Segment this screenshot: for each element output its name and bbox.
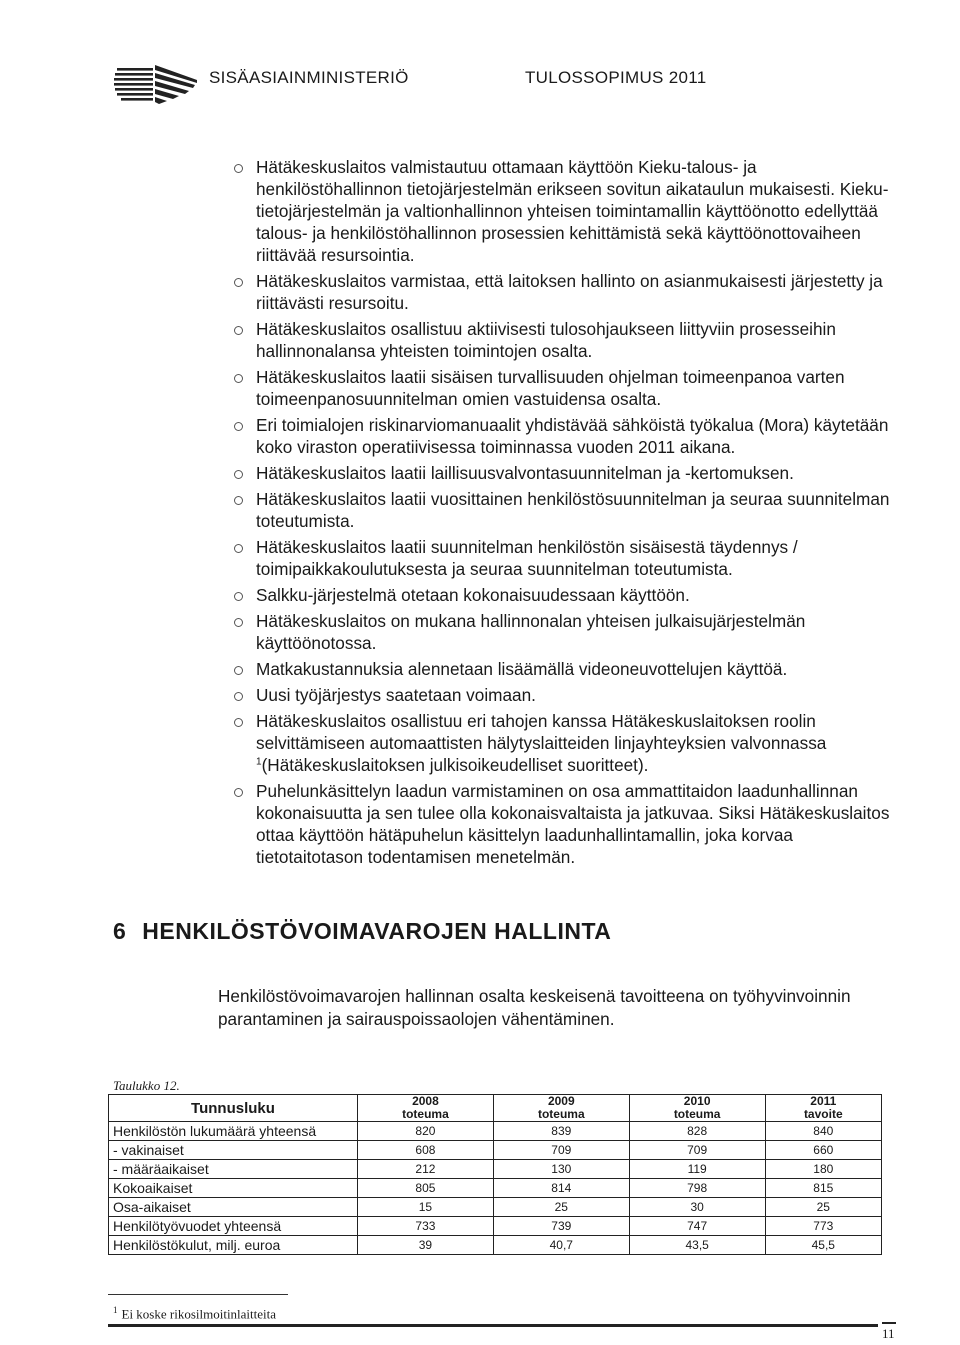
list-item: Hätäkeskuslaitos laatii sisäisen turvallisuuden ohjelman toimeenpanoa varten toimeenpanosuunnitelman omien vastuidensa osalta. xyxy=(234,366,904,410)
bullet-icon xyxy=(234,496,243,505)
column-header: 2009 toteuma xyxy=(493,1095,629,1122)
bullet-icon xyxy=(234,164,243,173)
list-item: Hätäkeskuslaitos laatii laillisuusvalvontasuunnitelman ja -kertomuksen. xyxy=(234,462,904,484)
table-cell: 839 xyxy=(493,1122,629,1141)
footnote-reference[interactable]: 1 xyxy=(256,756,262,768)
bullet-icon xyxy=(234,374,243,383)
list-item: Hätäkeskuslaitos on mukana hallinnonalan yhteisen julkaisujärjestelmän käyttöönotossa. xyxy=(234,610,904,654)
table-cell: 43,5 xyxy=(629,1236,765,1255)
footnote-divider xyxy=(108,1294,288,1295)
list-item: Hätäkeskuslaitos valmistautuu ottamaan käyttöön Kieku-talous- ja henkilöstöhallinnon tietojärjestelmän erikseen sovitun aikataulun mukaisesti. Kieku-tietojärjestelmän ja valtionhallinnon yhteisen toimintamallin käyttöönotto edellyttää talous- ja henkilöstöhallinnon prosessien kehittämistä sekä käyttöönottovaiheen riittävää resursointia. xyxy=(234,156,904,266)
bullet-icon xyxy=(234,326,243,335)
table-row xyxy=(109,1217,882,1236)
page-bottom-divider xyxy=(108,1324,878,1327)
list-item: Matkakustannuksia alennetaan lisäämällä videoneuvottelujen käyttöä. xyxy=(234,658,904,680)
table-cell: 798 xyxy=(629,1179,765,1198)
bullet-icon xyxy=(234,692,243,701)
table-cell: 739 xyxy=(493,1217,629,1236)
table-cell: 212 xyxy=(358,1160,494,1179)
table-row xyxy=(109,1160,882,1179)
table-cell: 25 xyxy=(493,1198,629,1217)
table-cell: 45,5 xyxy=(765,1236,881,1255)
table-cell: 814 xyxy=(493,1179,629,1198)
table-cell: 15 xyxy=(358,1198,494,1217)
column-header: 2010 toteuma xyxy=(629,1095,765,1122)
page-header xyxy=(113,56,893,106)
list-item: Hätäkeskuslaitos laatii vuosittainen henkilöstösuunnitelman ja seuraa suunnitelman toteutumista. xyxy=(234,488,904,532)
footnote-mark: 1 xyxy=(113,1305,118,1315)
document-title: TULOSSOPIMUS 2011 xyxy=(525,68,707,87)
table-caption: Taulukko 12. xyxy=(113,1078,180,1093)
table-cell: 709 xyxy=(629,1141,765,1160)
bullet-icon xyxy=(234,618,243,627)
list-item: Uusi työjärjestys saatetaan voimaan. xyxy=(234,684,904,706)
table-cell: 25 xyxy=(765,1198,881,1217)
table-cell: 709 xyxy=(493,1141,629,1160)
table-cell: 773 xyxy=(765,1217,881,1236)
row-label: Henkilöstön lukumäärä yhteensä xyxy=(109,1122,358,1141)
section-number: 6 xyxy=(113,918,127,944)
row-label: Henkilötyövuodet yhteensä xyxy=(109,1217,358,1236)
row-label: - vakinaiset xyxy=(109,1141,358,1160)
list-item: Salkku-järjestelmä otetaan kokonaisuudessaan käyttöön. xyxy=(234,584,904,606)
bullet-icon xyxy=(234,422,243,431)
row-label: Osa-aikaiset xyxy=(109,1198,358,1217)
row-label: Kokoaikaiset xyxy=(109,1179,358,1198)
column-header-label: Tunnusluku xyxy=(109,1095,358,1122)
section-heading xyxy=(113,918,611,945)
bullet-icon xyxy=(234,788,243,797)
table-cell: 608 xyxy=(358,1141,494,1160)
table-row xyxy=(109,1122,882,1141)
task-list xyxy=(234,156,904,872)
table-cell: 820 xyxy=(358,1122,494,1141)
table-row xyxy=(109,1141,882,1160)
page-number: 11 xyxy=(882,1326,895,1341)
footnote xyxy=(113,1305,276,1322)
list-item: Hätäkeskuslaitos osallistuu eri tahojen kanssa Hätäkeskuslaitoksen roolin selvittämiseen automaattisten hälytyslaitteiden linjayhteyksien valvonnassa $^1$(Hätäkeskuslaitoksen julkisoikeudelliset suoritteet). xyxy=(234,710,904,776)
list-item: Hätäkeskuslaitos laatii suunnitelman henkilöstön sisäisestä täydennys / toimipaikkakoulutuksesta ja seuraa suunnitelman toteutumista. xyxy=(234,536,904,580)
table-cell: 130 xyxy=(493,1160,629,1179)
table-row xyxy=(109,1236,882,1255)
table-header-row xyxy=(109,1095,882,1122)
column-header: 2008 toteuma xyxy=(358,1095,494,1122)
bullet-icon xyxy=(234,718,243,727)
list-item: Hätäkeskuslaitos varmistaa, että laitoksen hallinto on asianmukaisesti järjestetty ja riittävästi resursoitu. xyxy=(234,270,904,314)
bullet-icon xyxy=(234,592,243,601)
table-row xyxy=(109,1179,882,1198)
table-cell: 119 xyxy=(629,1160,765,1179)
table-cell: 840 xyxy=(765,1122,881,1141)
row-label: - määräaikaiset xyxy=(109,1160,358,1179)
bullet-icon xyxy=(234,666,243,675)
bullet-icon xyxy=(234,278,243,287)
footnote-text: Ei koske rikosilmoitinlaitteita xyxy=(121,1306,277,1322)
table-cell: 660 xyxy=(765,1141,881,1160)
list-item: Hätäkeskuslaitos osallistuu aktiivisesti tulosohjaukseen liittyviin prosesseihin hallinnonalansa yhteisten toimintojen osalta. xyxy=(234,318,904,362)
personnel-table xyxy=(108,1094,882,1255)
page-number-bar xyxy=(882,1322,896,1324)
table-cell: 828 xyxy=(629,1122,765,1141)
table-cell: 180 xyxy=(765,1160,881,1179)
table-cell: 40,7 xyxy=(493,1236,629,1255)
table-row xyxy=(109,1198,882,1217)
list-item: Puhelunkäsittelyn laadun varmistaminen on osa ammattitaidon laadunhallinnan kokonaisuutta ja sen tulee olla kokonaisvaltaista ja jatkuvaa. Siksi Hätäkeskuslaitos ottaa käyttöön hätäpuhelun käsittelyn laadunhallintamallin, joka korvaa tietotaitotason todentamisen menetelmän. xyxy=(234,780,904,868)
ministry-logo-icon xyxy=(113,62,199,106)
column-header: 2011 tavoite xyxy=(765,1095,881,1122)
table-cell: 30 xyxy=(629,1198,765,1217)
bullet-icon xyxy=(234,544,243,553)
table-cell: 733 xyxy=(358,1217,494,1236)
list-item: Eri toimialojen riskinarviomanuaalit yhdistävää sähköistä työkalua (Mora) käytetään koko viraston operatiivisessa toiminnassa vuoden 2011 aikana. xyxy=(234,414,904,458)
bullet-icon xyxy=(234,470,243,479)
row-label: Henkilöstökulut, milj. euroa xyxy=(109,1236,358,1255)
table-cell: 39 xyxy=(358,1236,494,1255)
organization-name: SISÄASIAINMINISTERIÖ xyxy=(209,68,409,87)
table-cell: 805 xyxy=(358,1179,494,1198)
section-title: HENKILÖSTÖVOIMAVAROJEN HALLINTA xyxy=(142,918,612,944)
table-cell: 815 xyxy=(765,1179,881,1198)
section-intro: Henkilöstövoimavarojen hallinnan osalta keskeisenä tavoitteena on työhyvinvoinnin parantaminen ja sairauspoissaolojen vähentäminen. xyxy=(218,986,851,1029)
table-cell: 747 xyxy=(629,1217,765,1236)
